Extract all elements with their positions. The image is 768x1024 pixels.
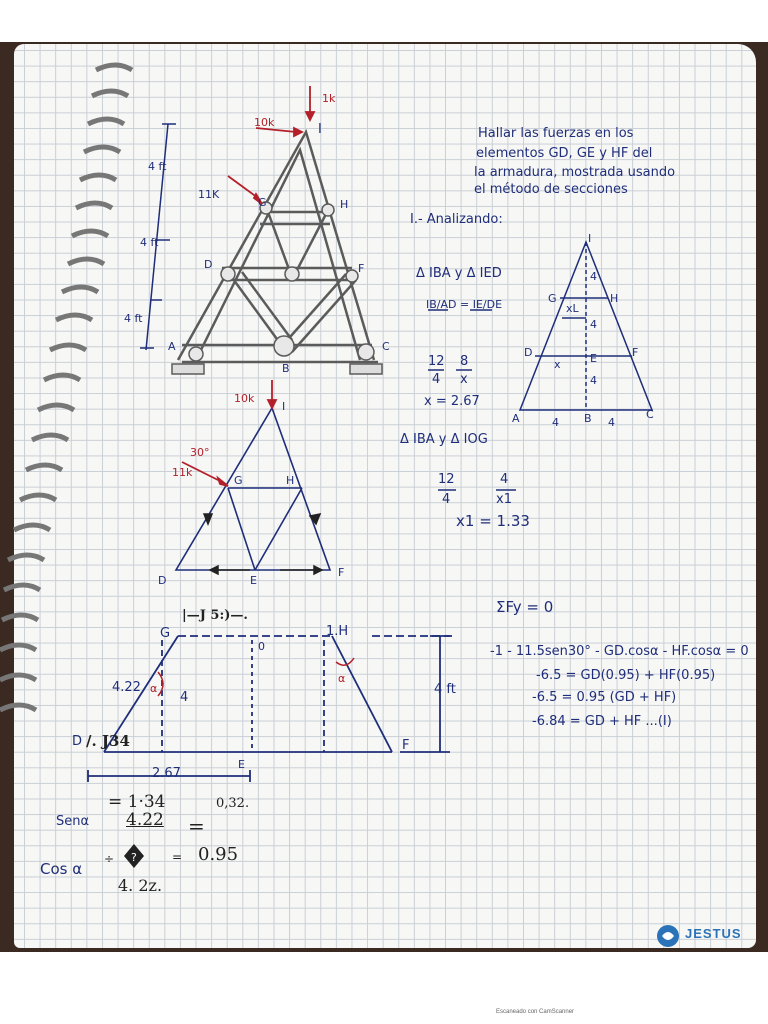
trap-O: 0: [258, 640, 265, 653]
trap-E: E: [238, 758, 245, 771]
node-C: C: [382, 340, 390, 353]
calc1-rden: x: [460, 372, 468, 387]
fbd-D: D: [158, 574, 167, 587]
calc2-rden: x1: [496, 492, 512, 507]
node-F: F: [358, 262, 365, 275]
node-I: I: [318, 122, 322, 137]
trig-den-1: 4.22: [126, 810, 164, 830]
cos-label: Cos α: [40, 860, 83, 878]
calc2-num: 12: [438, 472, 455, 487]
dim-4ft-1: 4 ft: [148, 160, 167, 173]
rt-E: E: [590, 352, 597, 365]
trap-height: 4: [180, 690, 189, 705]
rt-D: D: [524, 346, 533, 359]
fbd-angle: 30°: [190, 446, 210, 459]
node-A: A: [168, 340, 176, 353]
equation-4: -6.84 = GD + HF ...(I): [532, 714, 672, 729]
trap-alpha-1: α: [150, 682, 158, 695]
trap-top-label: |—J 5:)—.: [182, 608, 248, 623]
fbd-E: E: [250, 574, 257, 587]
rt-4-b: 4: [590, 318, 597, 331]
node-B: B: [282, 362, 290, 375]
fbd-H: H: [286, 474, 295, 487]
fbd-F: F: [338, 566, 345, 579]
result-x1: x1 = 1.33: [456, 512, 530, 530]
trig-num-1: = 1·34: [108, 792, 166, 812]
fbd-load-10k: 10k: [234, 392, 255, 405]
rt-xL: xL: [566, 302, 579, 315]
rt-I: I: [588, 232, 592, 245]
trap-H: 1.H: [326, 624, 349, 639]
fbd-load-11k: 11k: [172, 466, 193, 479]
rt-C: C: [646, 408, 654, 421]
node-H: H: [340, 198, 349, 211]
cos-eq: =: [172, 850, 183, 864]
trap-side: 4.22: [112, 680, 141, 695]
trap-F: F: [402, 738, 410, 753]
rt-F: F: [632, 346, 639, 359]
load-1k: 1k: [322, 92, 336, 105]
problem-line-3: la armadura, mostrada usando: [474, 165, 676, 180]
similar-triangles-1: Δ IBA y Δ IED: [416, 266, 502, 281]
calc1-num: 12: [428, 354, 445, 369]
problem-line-2: elementos GD, GE y HF del: [476, 146, 653, 161]
trap-base: 2.67: [152, 766, 181, 781]
rt-4-c: 4: [590, 374, 597, 387]
calc1-den: 4: [432, 372, 441, 387]
calc2-den: 4: [442, 492, 451, 507]
rt-H: H: [610, 292, 619, 305]
result-x: x = 2.67: [424, 394, 480, 409]
trap-alpha-2: α: [338, 672, 346, 685]
rt-G: G: [548, 292, 557, 305]
scanner-credit: Escaneado con CamScanner: [496, 1009, 575, 1015]
trig-aside: 0,32.: [216, 796, 250, 811]
problem-line-4: el método de secciones: [474, 182, 628, 197]
logo-text: JESTUS: [685, 926, 742, 941]
dim-4ft-3: 4 ft: [124, 312, 143, 325]
rt-x: x: [554, 358, 561, 371]
svg-text:?: ?: [131, 851, 137, 864]
cos-mid: ÷: [104, 852, 115, 866]
equation-3: -6.5 = 0.95 (GD + HF): [532, 690, 677, 705]
calc2-rnum: 4: [500, 472, 509, 487]
cos-value: 0.95: [198, 844, 239, 865]
equation-2: -6.5 = GD(0.95) + HF(0.95): [536, 668, 716, 683]
trap-height-right: 4 ft: [434, 682, 456, 697]
node-G: G: [258, 196, 267, 209]
load-10k: 10k: [254, 116, 275, 129]
sen-label: Senα: [56, 814, 90, 829]
trap-D: D: [72, 734, 83, 749]
trap-d-label: /. J34: [86, 732, 130, 750]
ratio-expression: IB/AD = IE/DE: [426, 298, 503, 311]
node-D: D: [204, 258, 213, 271]
equation-1: -1 - 11.5sen30° - GD.cosα - HF.cosα = 0: [490, 644, 749, 659]
load-11k: 11K: [198, 188, 220, 201]
calc1-rnum: 8: [460, 354, 469, 369]
rt-base-left: 4: [552, 416, 559, 429]
dim-4ft-2: 4 ft: [140, 236, 159, 249]
trig-den-2: 4. 2z.: [118, 876, 163, 895]
rt-B: B: [584, 412, 592, 425]
rt-base-right: 4: [608, 416, 615, 429]
rt-A: A: [512, 412, 520, 425]
problem-line-1: Hallar las fuerzas en los: [478, 126, 634, 141]
equilibrium-heading: ΣFy = 0: [496, 598, 554, 616]
fbd-I: I: [282, 400, 286, 413]
fbd-G: G: [234, 474, 243, 487]
similar-triangles-2: Δ IBA y Δ IOG: [400, 432, 488, 447]
trap-G: G: [160, 626, 171, 641]
trig-eq: =: [188, 814, 205, 838]
analysis-heading: I.- Analizando:: [410, 212, 503, 227]
rt-4-a: 4: [590, 270, 597, 283]
